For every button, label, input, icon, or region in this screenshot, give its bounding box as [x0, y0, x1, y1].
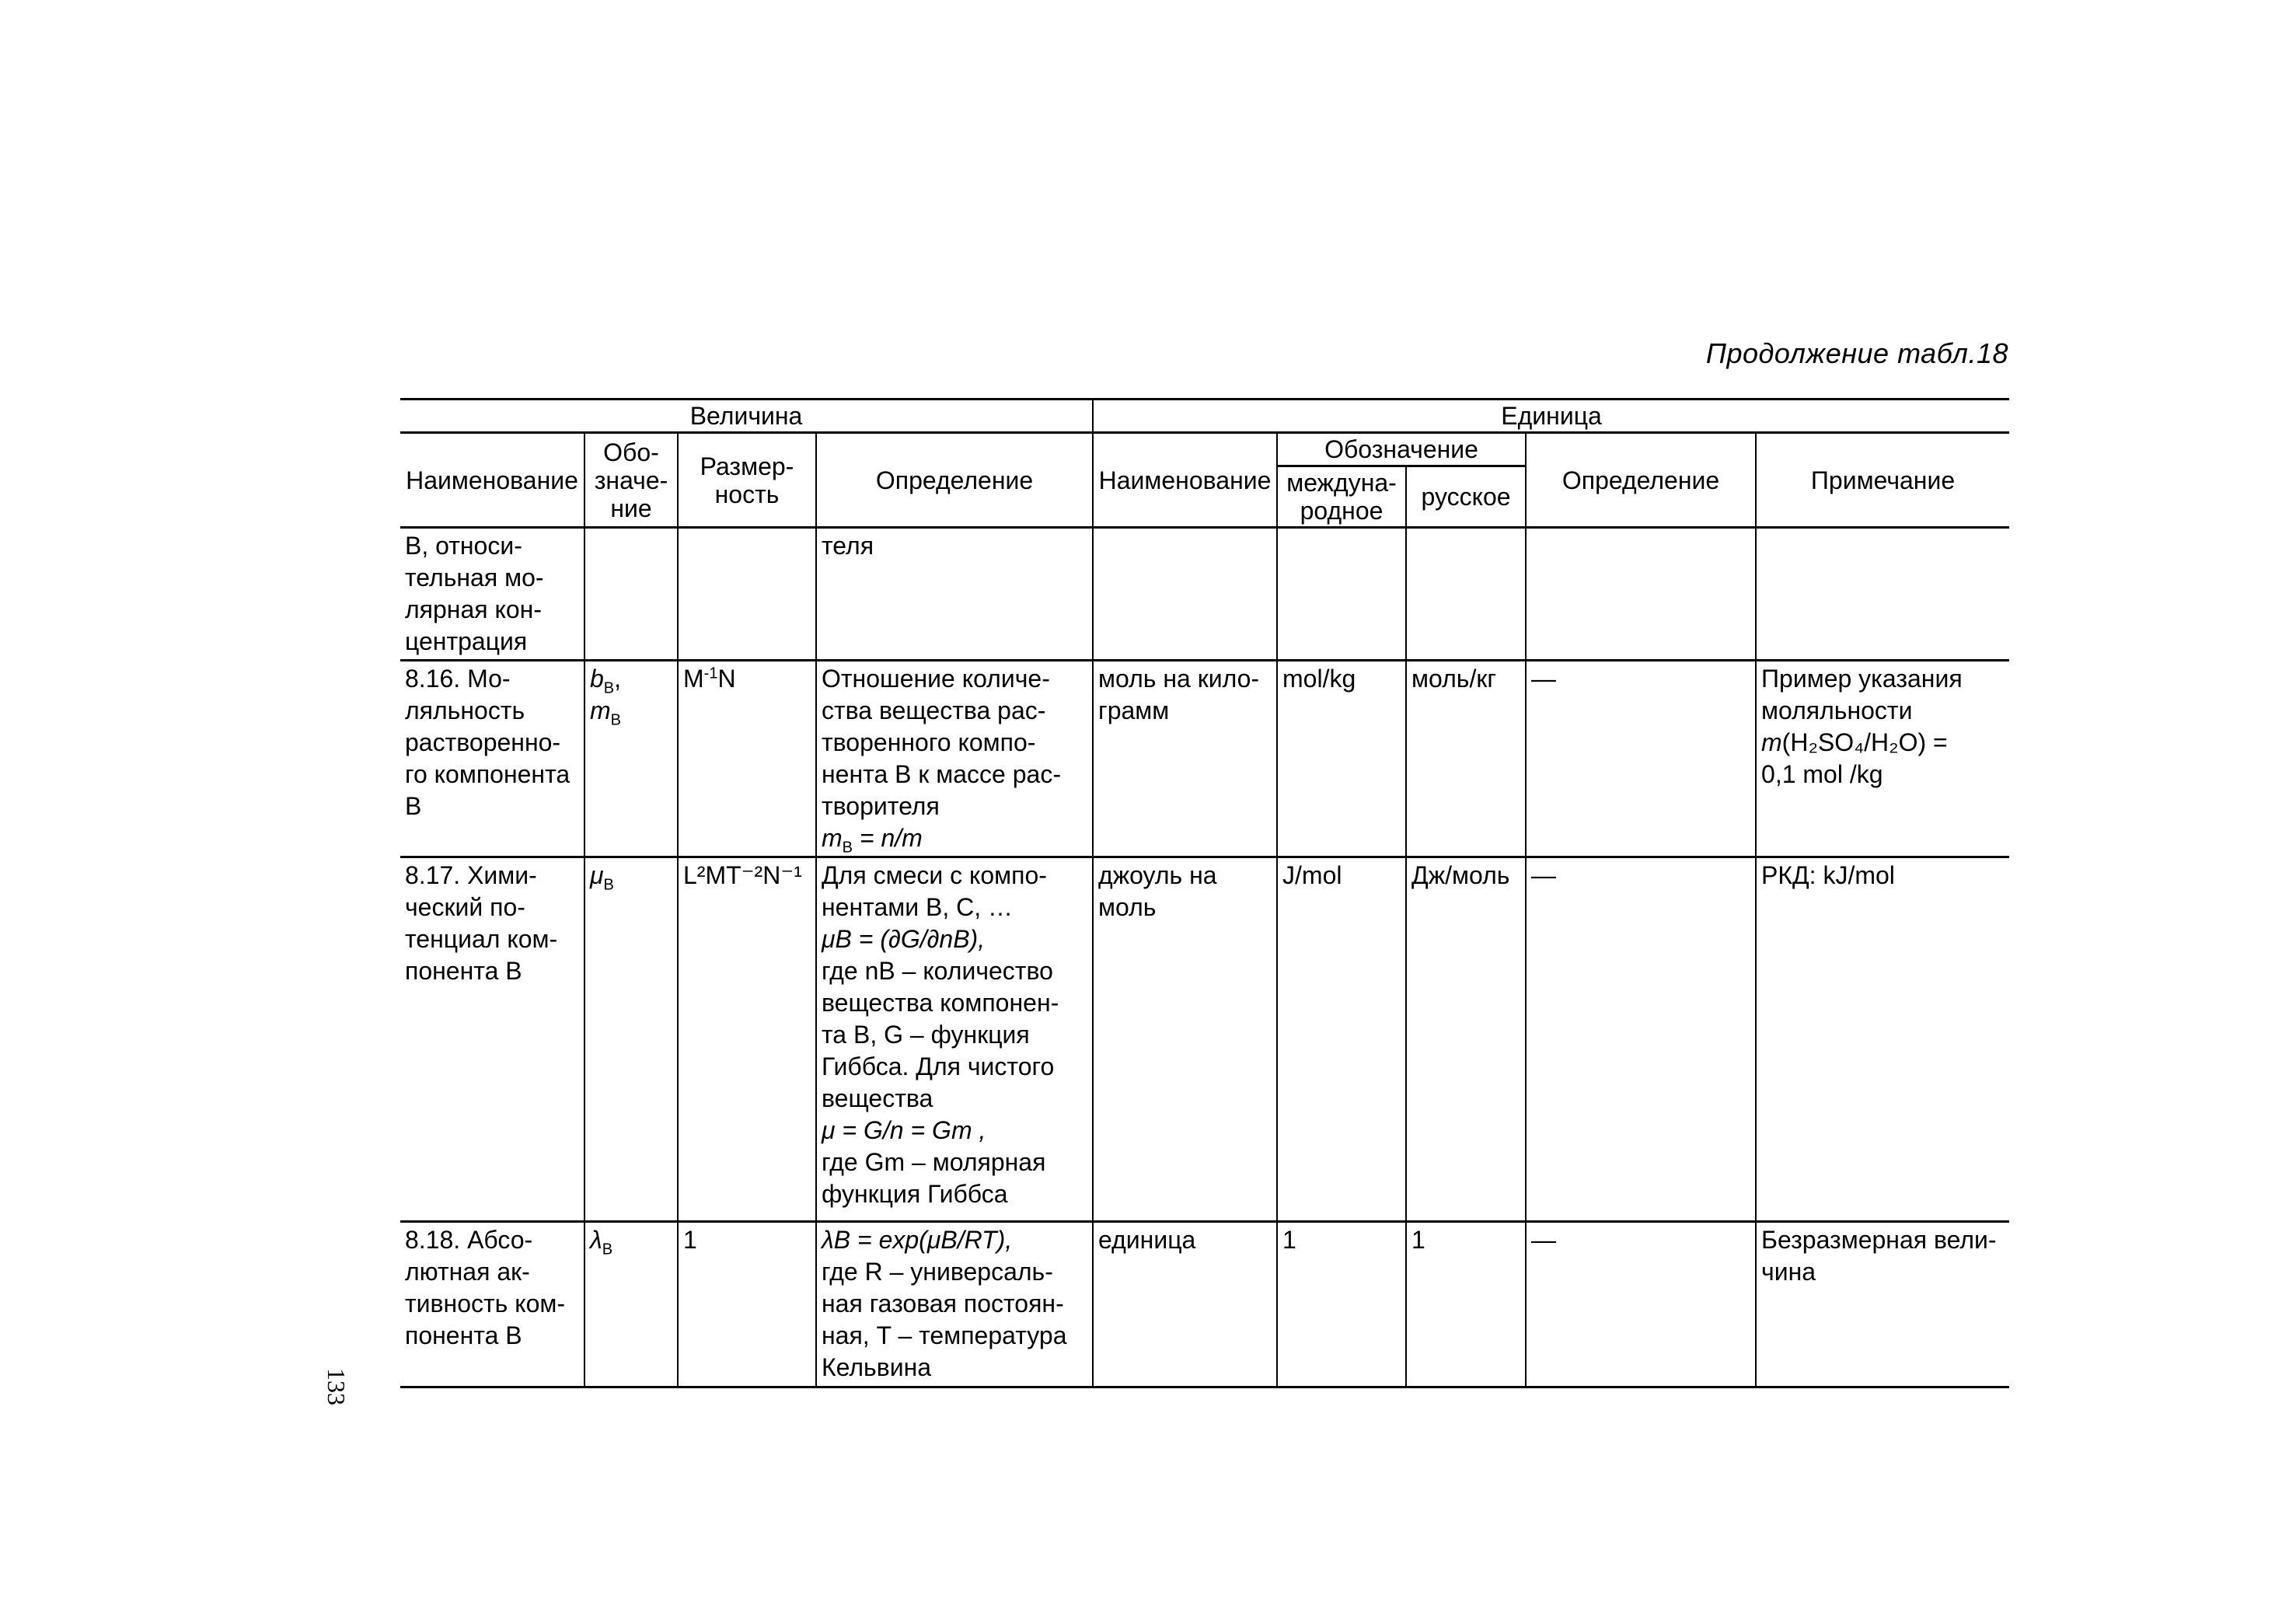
cell-dimension: L²MT⁻²N⁻¹: [678, 857, 816, 1222]
cell-note: РКД: kJ/mol: [1756, 857, 2009, 1222]
cell-unit-name: моль на кило- грамм: [1093, 661, 1277, 857]
header-q-name: Наименование: [400, 433, 584, 528]
cell-note: Пример указания моляльности m(H₂SO₄/H₂O) = 0,1 mol /kg: [1756, 661, 2009, 857]
header-quantity: Величина: [400, 400, 1093, 433]
page-number: 133: [323, 1368, 351, 1405]
cell-name: В, относи- тельная мо- лярная кон- центрация: [400, 528, 584, 661]
cell-definition: λB = exp(μB/RT), где R – универсаль- ная газовая постоян- ная, T – температура Кельвина: [816, 1222, 1093, 1387]
header-u-definition: Определение: [1526, 433, 1756, 528]
cell-intl: mol/kg: [1277, 661, 1406, 857]
table-row: [400, 857, 2009, 1222]
table-row: [400, 1222, 2009, 1387]
cell-unit-def: [1526, 528, 1756, 661]
header-q-dimension: Размер- ность: [678, 433, 816, 528]
cell-unit-def: —: [1526, 1222, 1756, 1387]
cell-intl: 1: [1277, 1222, 1406, 1387]
table-caption: Продолжение табл.18: [1705, 337, 2008, 369]
header-q-symbol: Обо- значе- ние: [584, 433, 678, 528]
cell-rus: Дж/моль: [1406, 857, 1526, 1222]
cell-definition: Отношение количе- ства вещества рас- творенного компо- нента В к массе рас- творителя $m_B = n/m$: [816, 661, 1093, 857]
cell-unit-def: —: [1526, 857, 1756, 1222]
cell-symbol: $\mu_B$: [584, 857, 678, 1222]
cell-intl: [1277, 528, 1406, 661]
cell-symbol: [584, 528, 678, 661]
cell-rus: [1406, 528, 1526, 661]
cell-name: 8.16. Мо- ляльность растворенно- го компонента В: [400, 661, 584, 857]
cell-name: 8.17. Хими- ческий по- тенциал ком- понента В: [400, 857, 584, 1222]
header-u-international: междуна- родное: [1277, 466, 1406, 528]
cell-dimension: $M^{-1}N$: [678, 661, 816, 857]
cell-intl: J/mol: [1277, 857, 1406, 1222]
cell-symbol: $\lambda_B$: [584, 1222, 678, 1387]
cell-unit-name: [1093, 528, 1277, 661]
cell-definition: теля: [816, 528, 1093, 661]
cell-note: [1756, 528, 2009, 661]
header-q-definition: Определение: [816, 433, 1093, 528]
header-u-designation: Обозначение: [1277, 433, 1526, 466]
header-u-name: Наименование: [1093, 433, 1277, 528]
cell-dimension: 1: [678, 1222, 816, 1387]
cell-symbol: $b_B$, $m_B$: [584, 661, 678, 857]
table-row: [400, 661, 2009, 857]
cell-unit-name: единица: [1093, 1222, 1277, 1387]
cell-note: Безразмерная вели- чина: [1756, 1222, 2009, 1387]
units-table: [400, 398, 2009, 1388]
cell-dimension: [678, 528, 816, 661]
header-u-russian: русское: [1406, 466, 1526, 528]
cell-unit-def: —: [1526, 661, 1756, 857]
header-u-note: Примечание: [1756, 433, 2009, 528]
cell-name: 8.18. Абсо- лютная ак- тивность ком- понента В: [400, 1222, 584, 1387]
cell-definition: Для смеси с компо- нентами В, С, … μB = (∂G/∂nB), где nB – количество вещества компонен- та В, G – функция Гиббса. Для чистого вещества μ = G/n = Gm , где Gm – молярная функция Гиббса: [816, 857, 1093, 1222]
cell-rus: 1: [1406, 1222, 1526, 1387]
cell-rus: моль/кг: [1406, 661, 1526, 857]
header-unit: Единица: [1093, 400, 2009, 433]
cell-unit-name: джоуль на моль: [1093, 857, 1277, 1222]
table-row: [400, 528, 2009, 661]
